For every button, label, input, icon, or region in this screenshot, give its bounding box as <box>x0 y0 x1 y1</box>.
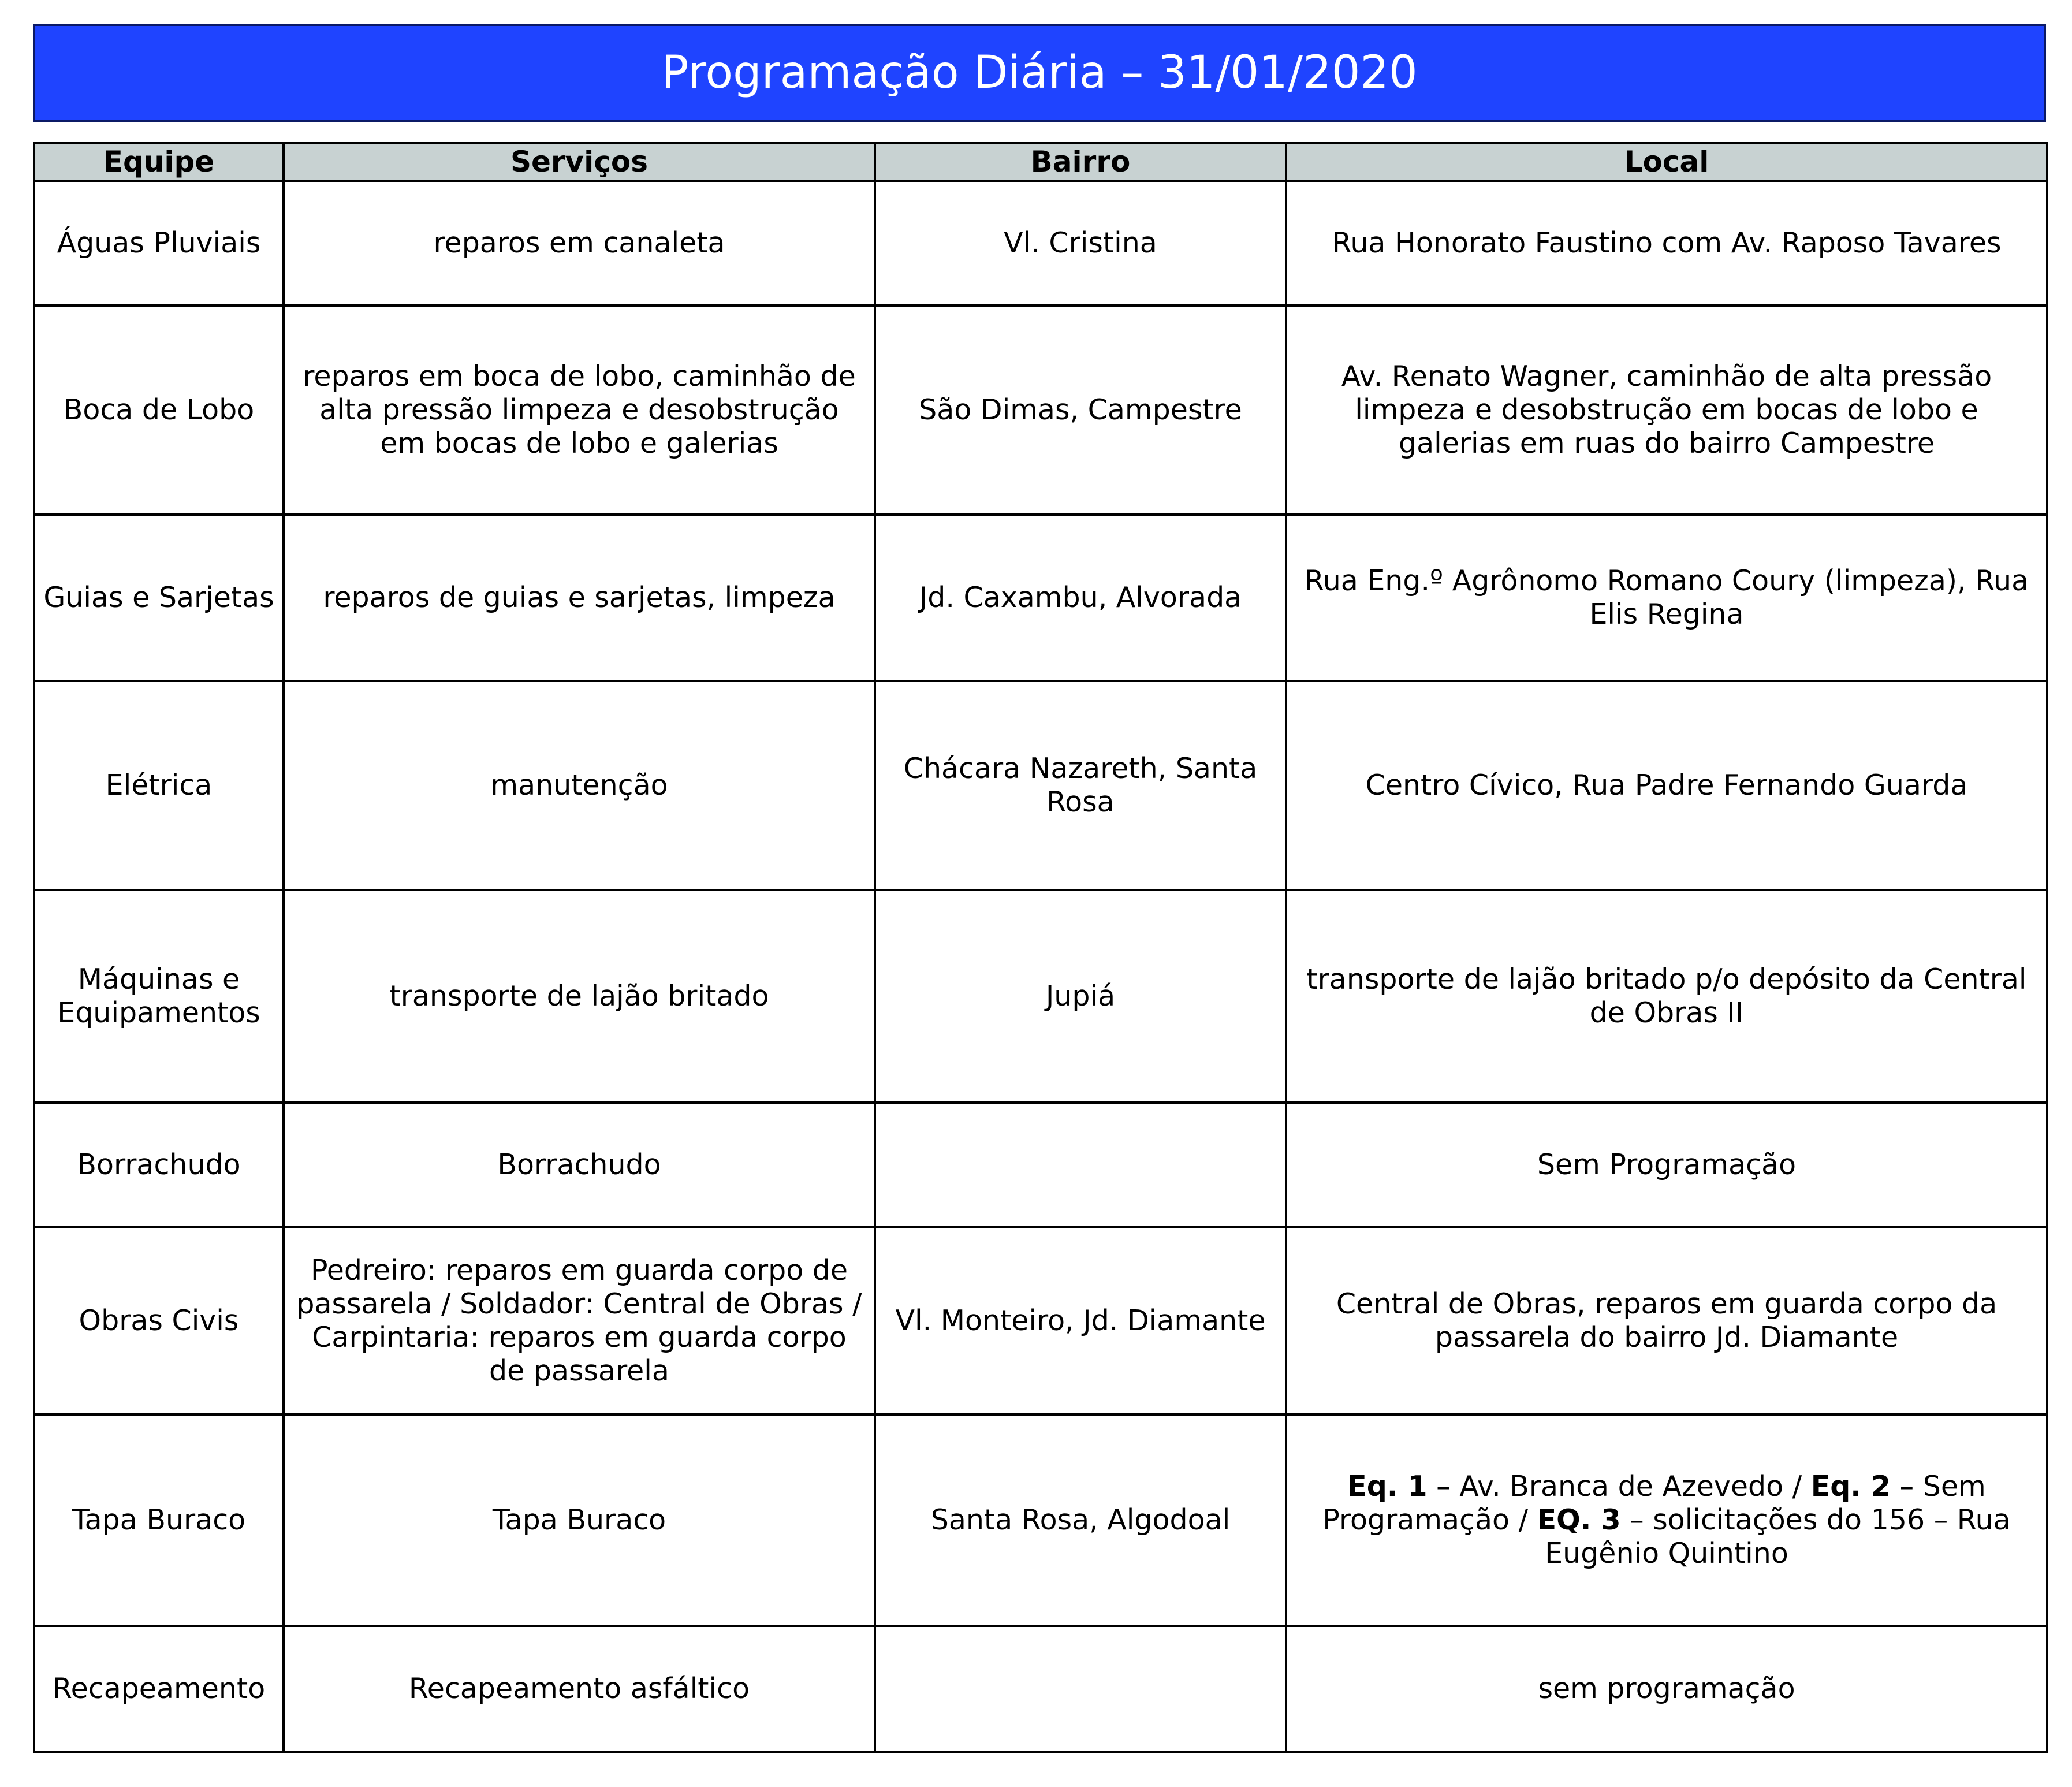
table-row <box>34 681 2047 890</box>
cell-bairro: São Dimas, Campestre <box>875 306 1286 515</box>
page-title <box>33 24 2046 122</box>
cell-bairro: Chácara Nazareth, Santa Rosa <box>875 681 1286 890</box>
cell-equipe: Borrachudo <box>34 1103 284 1227</box>
eq1-label: Eq. 1 <box>1347 1470 1428 1503</box>
cell-local: Rua Honorato Faustino com Av. Raposo Tavares <box>1286 181 2047 306</box>
cell-bairro: Vl. Monteiro, Jd. Diamante <box>875 1227 1286 1414</box>
cell-servicos: reparos em canaleta <box>284 181 875 306</box>
cell-local: Rua Eng.º Agrônomo Romano Coury (limpeza), Rua Elis Regina <box>1286 515 2047 681</box>
schedule-table <box>33 142 2048 1753</box>
cell-local: Sem Programação <box>1286 1103 2047 1227</box>
cell-servicos: Pedreiro: reparos em guarda corpo de passarela / Soldador: Central de Obras / Carpintaria: reparos em guarda corpo de passarela <box>284 1227 875 1414</box>
cell-local: sem programação <box>1286 1626 2047 1752</box>
cell-servicos: Borrachudo <box>284 1103 875 1227</box>
cell-bairro: Vl. Cristina <box>875 181 1286 306</box>
table-row <box>34 515 2047 681</box>
cell-equipe: Recapeamento <box>34 1626 284 1752</box>
table-row <box>34 1227 2047 1414</box>
cell-equipe: Águas Pluviais <box>34 181 284 306</box>
eq2-text: – Sem Programação / <box>1322 1470 1986 1536</box>
table-row <box>34 181 2047 306</box>
eq3-label: EQ. 3 <box>1537 1503 1621 1536</box>
cell-bairro: Jd. Caxambu, Alvorada <box>875 515 1286 681</box>
header-local: Local <box>1286 143 2047 181</box>
table-row <box>34 890 2047 1103</box>
table-row <box>34 1626 2047 1752</box>
cell-bairro: Santa Rosa, Algodoal <box>875 1414 1286 1626</box>
cell-servicos: manutenção <box>284 681 875 890</box>
title-text: Programação Diária – 31/01/2020 <box>661 47 1418 99</box>
table-row <box>34 306 2047 515</box>
cell-equipe: Obras Civis <box>34 1227 284 1414</box>
cell-servicos: reparos de guias e sarjetas, limpeza <box>284 515 875 681</box>
cell-equipe: Boca de Lobo <box>34 306 284 515</box>
table-row <box>34 1414 2047 1626</box>
cell-equipe: Máquinas e Equipamentos <box>34 890 284 1103</box>
cell-local: Centro Cívico, Rua Padre Fernando Guarda <box>1286 681 2047 890</box>
eq1-text: – Av. Branca de Azevedo / <box>1427 1470 1811 1503</box>
cell-bairro <box>875 1626 1286 1752</box>
cell-equipe: Guias e Sarjetas <box>34 515 284 681</box>
cell-local: transporte de lajão britado p/o depósito da Central de Obras II <box>1286 890 2047 1103</box>
cell-bairro: Jupiá <box>875 890 1286 1103</box>
cell-local: Central de Obras, reparos em guarda corpo da passarela do bairro Jd. Diamante <box>1286 1227 2047 1414</box>
cell-equipe: Elétrica <box>34 681 284 890</box>
cell-equipe: Tapa Buraco <box>34 1414 284 1626</box>
cell-servicos: transporte de lajão britado <box>284 890 875 1103</box>
cell-servicos: reparos em boca de lobo, caminhão de alta pressão limpeza e desobstrução em bocas de lobo e galerias <box>284 306 875 515</box>
header-bairro: Bairro <box>875 143 1286 181</box>
cell-local <box>1286 1414 2047 1626</box>
cell-servicos: Tapa Buraco <box>284 1414 875 1626</box>
header-equipe: Equipe <box>34 143 284 181</box>
table-header-row <box>34 143 2047 181</box>
table-row <box>34 1103 2047 1227</box>
header-servicos: Serviços <box>284 143 875 181</box>
eq2-label: Eq. 2 <box>1810 1470 1891 1503</box>
eq3-text: – solicitações do 156 – Rua Eugênio Quintino <box>1545 1503 2011 1570</box>
cell-bairro <box>875 1103 1286 1227</box>
cell-local: Av. Renato Wagner, caminhão de alta pressão limpeza e desobstrução em bocas de lobo e galerias em ruas do bairro Campestre <box>1286 306 2047 515</box>
cell-servicos: Recapeamento asfáltico <box>284 1626 875 1752</box>
